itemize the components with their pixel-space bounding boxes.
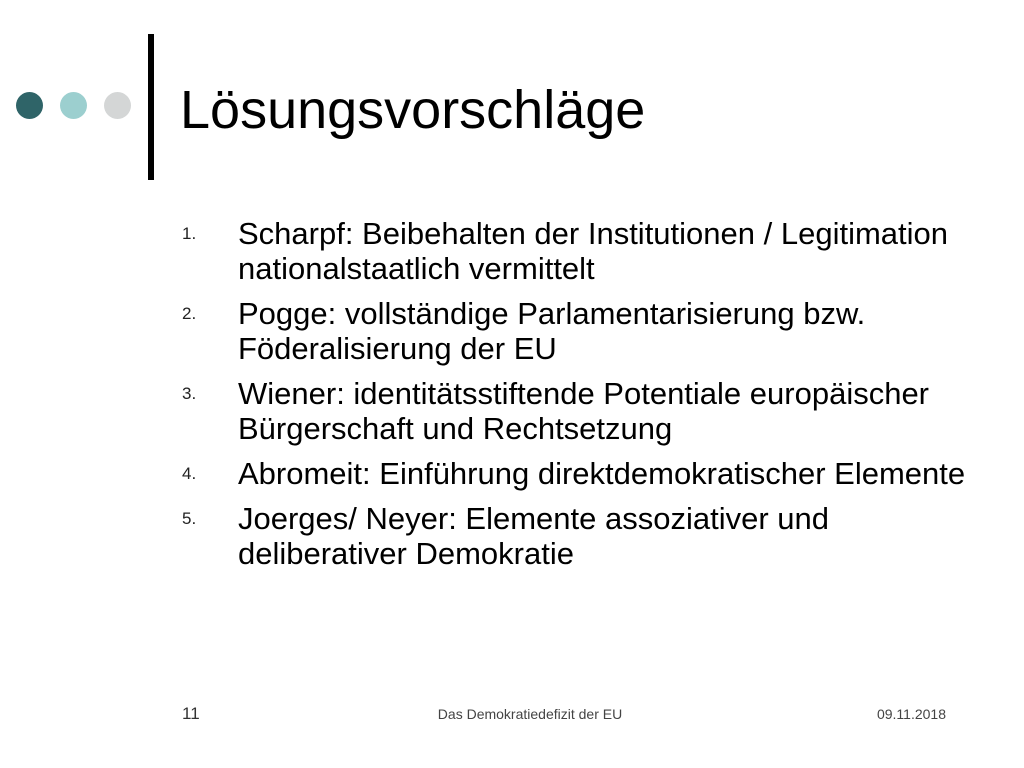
title-divider-bar: [148, 34, 154, 180]
footer-title: Das Demokratiedefizit der EU: [437, 706, 623, 722]
list-item: [180, 376, 980, 446]
list-item-number: 3.: [182, 384, 197, 403]
list-item: [180, 456, 980, 491]
list-item-number: 1.: [182, 224, 197, 243]
footer-date: 09.11.2018: [876, 706, 946, 722]
proposal-list: [180, 216, 980, 581]
list-item: [180, 296, 980, 366]
slide-title: Lösungsvorschläge: [180, 80, 646, 140]
decorative-dot-light: [104, 92, 131, 119]
list-item-text: Joerges/ Neyer: Elemente assoziativer und deliberativer Demokratie: [238, 501, 830, 571]
list-item-text: Wiener: identitätsstiftende Potentiale europäischer Bürgerschaft und Rechtsetzung: [238, 376, 930, 446]
list-item-text: Scharpf: Beibehalten der Institutionen / Legitimation nationalstaatlich vermittelt: [238, 216, 949, 286]
decorative-dot-mid: [60, 92, 87, 119]
list-item-text: Pogge: vollständige Parlamentarisierung bzw. Föderalisierung der EU: [238, 296, 866, 366]
list-item-text: Abromeit: Einführung direktdemokratischer Elemente: [238, 456, 966, 491]
list-item: [180, 216, 980, 286]
footer-page-number: 11: [182, 704, 200, 723]
list-item-number: 2.: [182, 304, 197, 323]
list-item-number: 5.: [182, 509, 197, 528]
decorative-dot-dark: [16, 92, 43, 119]
list-item-number: 4.: [182, 464, 197, 483]
list-item: [180, 501, 980, 571]
